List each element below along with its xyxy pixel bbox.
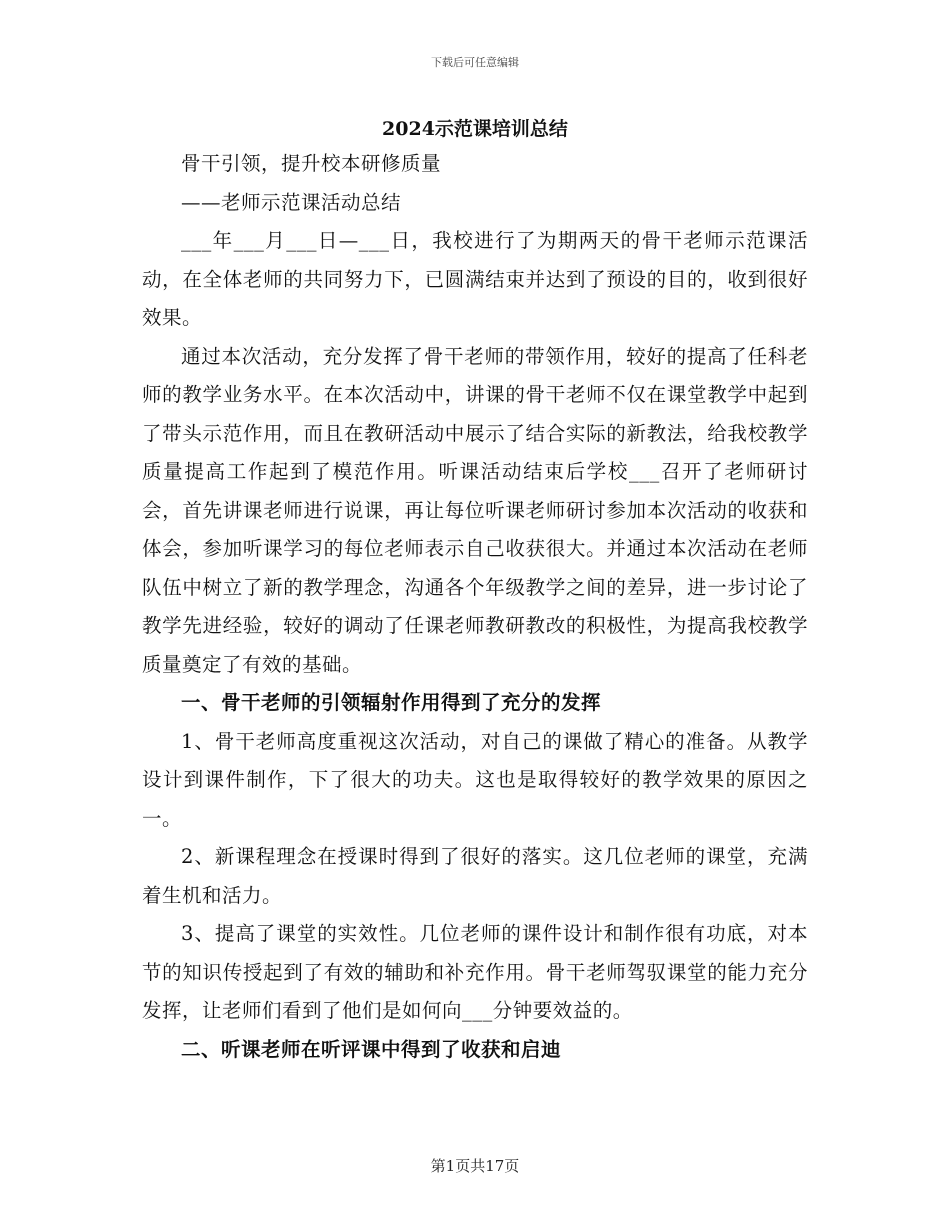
header-note: 下载后可任意编辑 (431, 56, 519, 69)
page-number: 第1页共17页 (430, 1157, 520, 1175)
body-paragraph: 2、新课程理念在授课时得到了很好的落实。这几位老师的课堂，充满着生机和活力。 (142, 845, 808, 907)
document-body (142, 145, 808, 1069)
body-paragraph: ___年___月___日—___日，我校进行了为期两天的骨干老师示范课活动，在全体老师的共同努力下，已圆满结束并达到了预设的目的，收到很好效果。 (142, 229, 808, 329)
body-paragraph: 通过本次活动，充分发挥了骨干老师的带领作用，较好的提高了任科老师的教学业务水平。在本次活动中，讲课的骨干老师不仅在课堂教学中起到了带头示范作用，而且在教研活动中展示了结合实际的新教法，给我校教学质量提高工作起到了模范作用。听课活动结束后学校___召开了老师研讨会，首先讲课老师进行说课，再让每位听课老师研讨参加本次活动的收获和体会，参加听课学习的每位老师表示自己收获很大。并通过本次活动在老师队伍中树立了新的教学理念，沟通各个年级教学之间的差异，进一步讨论了教学先进经验，较好的调动了任课老师教研教改的积极性，为提高我校教学质量奠定了有效的基础。 (142, 344, 808, 676)
document-title: 2024示范课培训总结 (382, 118, 568, 140)
section-heading: 一、骨干老师的引领辐射作用得到了充分的发挥 (181, 691, 602, 714)
body-paragraph: 1、骨干老师高度重视这次活动，对自己的课做了精心的准备。从教学设计到课件制作，下了很大的功夫。这也是取得较好的教学效果的原因之一。 (142, 729, 808, 830)
body-paragraph: 3、提高了课堂的实效性。几位老师的课件设计和制作很有功底，对本节的知识传授起到了有效的辅助和补充作用。骨干老师驾驭课堂的能力充分发挥，让老师们看到了他们是如何向___分钟要效益的。 (142, 922, 808, 1022)
subtitle-paragraph: ——老师示范课活动总结 (181, 190, 402, 214)
subtitle-paragraph: 骨干引领，提升校本研修质量 (181, 152, 442, 175)
section-heading: 二、听课老师在听评课中得到了收获和启迪 (181, 1037, 562, 1061)
